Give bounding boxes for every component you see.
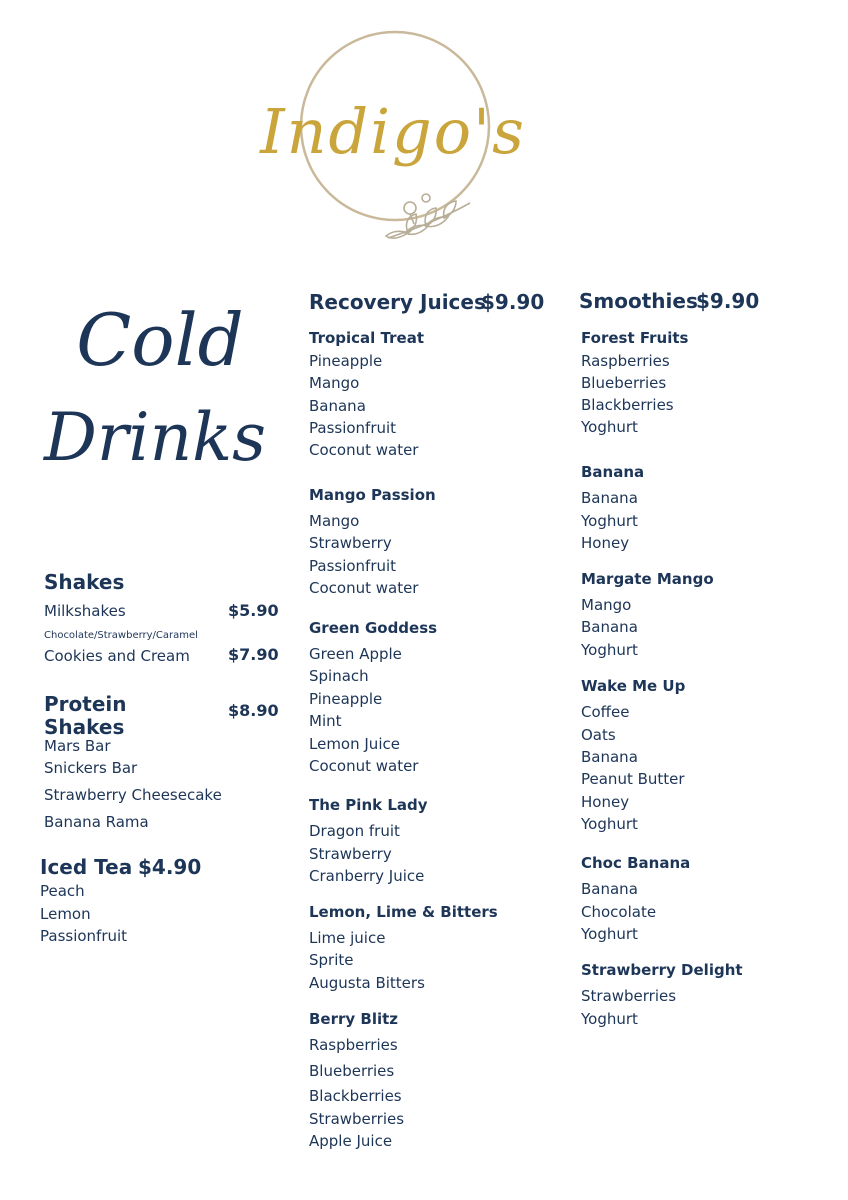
smoothie-ingredient: Yoghurt (581, 1010, 638, 1028)
cookies-and-cream-price: $7.90 (228, 645, 279, 664)
smoothie-ingredient: Honey (581, 534, 630, 552)
shakes-title: Shakes (44, 570, 125, 594)
smoothie-name: Banana (581, 463, 645, 481)
protein-item: Mars Bar (44, 737, 111, 755)
smoothie-ingredient: Yoghurt (581, 512, 638, 530)
milkshakes-flavours: Chocolate/Strawberry/Caramel (44, 630, 198, 641)
juice-ingredient: Strawberry (309, 534, 392, 552)
smoothie-name: Strawberry Delight (581, 961, 743, 979)
cookies-and-cream-label: Cookies and Cream (44, 647, 190, 665)
iced-tea-item: Peach (40, 882, 85, 900)
juice-ingredient: Raspberries (309, 1036, 398, 1054)
milkshakes-label: Milkshakes (44, 602, 126, 620)
iced-tea-item: Passionfruit (40, 927, 128, 945)
juice-ingredient: Strawberry (309, 845, 392, 863)
juice-ingredient: Coconut water (309, 441, 419, 459)
smoothie-ingredient: Strawberries (581, 987, 677, 1005)
smoothie-ingredient: Chocolate (581, 903, 657, 921)
juice-ingredient: Mint (309, 712, 342, 730)
juice-ingredient: Pineapple (309, 690, 383, 708)
recovery-juices-title: Recovery Juices (309, 290, 486, 314)
smoothie-ingredient: Banana (581, 880, 638, 898)
juice-name: Lemon, Lime & Bitters (309, 903, 498, 921)
juice-ingredient: Green Apple (309, 645, 402, 663)
title-line1: Cold (76, 298, 244, 382)
indigos-logo (258, 28, 528, 253)
protein-item: Banana Rama (44, 813, 149, 831)
protein-item: Snickers Bar (44, 759, 138, 777)
smoothie-ingredient: Mango (581, 596, 632, 614)
juice-ingredient: Lime juice (309, 929, 386, 947)
juice-ingredient: Augusta Bitters (309, 974, 425, 992)
juice-ingredient: Cranberry Juice (309, 867, 425, 885)
smoothie-ingredient: Peanut Butter (581, 770, 685, 788)
juice-ingredient: Mango (309, 374, 360, 392)
title-line2: Drinks (44, 399, 266, 476)
juice-name: The Pink Lady (309, 796, 428, 814)
smoothie-ingredient: Raspberries (581, 352, 670, 370)
recovery-juices-price: $9.90 (481, 290, 545, 314)
smoothie-ingredient: Yoghurt (581, 641, 638, 659)
juice-ingredient: Mango (309, 512, 360, 530)
juice-ingredient: Blackberries (309, 1087, 402, 1105)
juice-name: Berry Blitz (309, 1010, 399, 1028)
iced-tea-title: Iced Tea (40, 855, 133, 879)
juice-ingredient: Apple Juice (309, 1132, 393, 1150)
juice-ingredient: Banana (309, 397, 366, 415)
juice-ingredient: Coconut water (309, 579, 419, 597)
smoothie-ingredient: Yoghurt (581, 418, 638, 436)
smoothie-name: Margate Mango (581, 570, 714, 588)
protein-item: Strawberry Cheesecake (44, 786, 222, 804)
juice-name: Tropical Treat (309, 329, 424, 347)
juice-ingredient: Spinach (309, 667, 369, 685)
juice-ingredient: Coconut water (309, 757, 419, 775)
cold-drinks-title (40, 290, 280, 480)
juice-name: Mango Passion (309, 486, 436, 504)
smoothie-ingredient: Oats (581, 726, 616, 744)
smoothie-name: Wake Me Up (581, 677, 686, 695)
juice-ingredient: Lemon Juice (309, 735, 400, 753)
juice-ingredient: Sprite (309, 951, 354, 969)
juice-ingredient: Dragon fruit (309, 822, 400, 840)
juice-ingredient: Passionfruit (309, 557, 397, 575)
smoothies-title: Smoothies (579, 289, 698, 313)
protein-shakes-title-line1: Protein (44, 692, 127, 716)
smoothie-ingredient: Blueberries (581, 374, 667, 392)
smoothie-name: Choc Banana (581, 854, 691, 872)
iced-tea-item: Lemon (40, 905, 91, 923)
smoothie-ingredient: Coffee (581, 703, 630, 721)
juice-ingredient: Blueberries (309, 1062, 395, 1080)
juice-ingredient: Pineapple (309, 352, 383, 370)
smoothie-ingredient: Banana (581, 489, 638, 507)
smoothie-name: Forest Fruits (581, 329, 689, 347)
milkshakes-price: $5.90 (228, 601, 279, 620)
smoothie-ingredient: Banana (581, 748, 638, 766)
protein-shakes-price: $8.90 (228, 701, 279, 720)
smoothie-ingredient: Yoghurt (581, 815, 638, 833)
smoothies-price: $9.90 (696, 289, 760, 313)
smoothie-ingredient: Yoghurt (581, 925, 638, 943)
juice-ingredient: Passionfruit (309, 419, 397, 437)
protein-shakes-title-line2: Shakes (44, 715, 125, 739)
juice-ingredient: Strawberries (309, 1110, 405, 1128)
leaf-branch-icon (386, 194, 470, 238)
smoothie-ingredient: Honey (581, 793, 630, 811)
juice-name: Green Goddess (309, 619, 438, 637)
iced-tea-price: $4.90 (138, 855, 202, 879)
logo-text: Indigo's (260, 95, 526, 168)
smoothie-ingredient: Blackberries (581, 396, 674, 414)
smoothie-ingredient: Banana (581, 618, 638, 636)
